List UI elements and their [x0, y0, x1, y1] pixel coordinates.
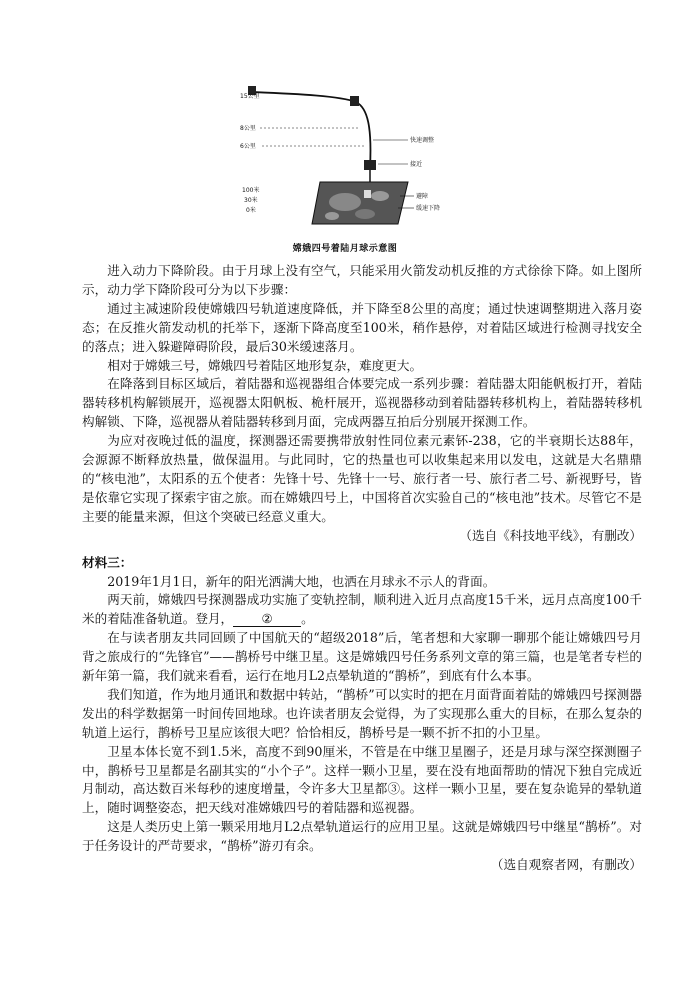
label-slow-descent: 缓速下降 [416, 205, 441, 212]
landing-figure [240, 78, 450, 258]
label-30m: 30米 [244, 197, 258, 204]
label-100m: 100米 [242, 187, 260, 194]
paragraph: 我们知道，作为地月通讯和数据中转站，“鹊桥”可以实时的把在月面背面着陆的嫦娥四号探测器发出的科学数据第一时间传回地球。也许读者朋友会觉得，为了实现那么重大的目标，在那么复杂的轨道上运行，鹊桥号卫星应该很大吧？恰恰相反，鹊桥号是一颗不折不扣的小卫星。 [82, 686, 642, 740]
source-note-1: （选自《科技地平线》，有删改） [459, 527, 642, 543]
paragraph: 为应对夜晚过低的温度，探测器还需要携带放射性同位素元素钚-238，它的半衰期长达88年，会源源不断释放热量，做保温用。与此同时，它的热量也可以收集起来用以发电，这就是大名鼎鼎的“核电池”，太阳系的五个使者：先锋十号、先锋十一号、旅行者一号、旅行者二号、新视野号，皆是依靠它实现了探索宇宙之旅。而在嫦娥四号上，中国将首次实验自己的“核电池”技术。尽管它不是主要的能量来源，但这个突破已经意义重大。 [82, 433, 642, 524]
paragraph: 进入动力下降阶段。由于月球上没有空气，只能采用火箭发动机反推的方式徐徐下降。如上图所示，动力学下降阶段可分为以下步骤： [82, 263, 642, 297]
paragraph-text: 两天前，嫦娥四号探测器成功实施了变轨控制，顺利进入近月点高度15千米，远月点高度100千米的着陆准备轨道。登月， [82, 592, 642, 627]
paragraph: 2019年1月1日，新年的阳光洒满大地，也洒在月球永不示人的背面。 [107, 573, 496, 589]
paragraph: 通过主减速阶段使嫦娥四号轨道速度降低，并下降至8公里的高度；通过快速调整期进入落月姿态；在反推火箭发动机的托举下，逐渐下降高度至100米，稍作悬停，对着陆区域进行检测寻找安全的落点；进入躲避障碍阶段，最后30米缓速落月。 [82, 300, 642, 354]
paragraph-with-blank [82, 591, 642, 629]
paragraph: 在与读者朋友共同回顾了中国航天的“超级2018”后，笔者想和大家聊一聊那个能让嫦娥四号月背之旅成行的“先锋官”——鹊桥号中继卫星。这是嫦娥四号任务系列文章的第三篇，也是笔者专栏的新年第一篇，我们就来看看，运行在地月L2点晕轨道的“鹊桥”，到底有什么本事。 [82, 630, 642, 684]
label-0m: 0米 [246, 207, 256, 214]
label-fast-adjust: 快速调整 [410, 137, 435, 144]
material-heading: 材料三： [82, 554, 133, 570]
landing-diagram [240, 78, 450, 238]
figure-caption: 嫦娥四号着陆月球示意图 [292, 244, 398, 254]
label-15km: 15公里 [240, 93, 260, 100]
label-avoid: 避障 [416, 193, 429, 200]
label-6km: 6公里 [240, 143, 256, 150]
probe-icon-descent [364, 160, 376, 170]
label-approach: 接近 [410, 161, 423, 168]
article-body [82, 262, 642, 875]
fill-blank: ② [233, 612, 301, 627]
probe-icon-orbit [350, 96, 359, 106]
paragraph: 相对于嫦娥三号，嫦娥四号着陆区地形复杂，难度更大。 [107, 357, 423, 373]
label-8km: 8公里 [240, 125, 256, 132]
paragraph: 在降落到目标区域后，着陆器和巡视器组合体要完成一系列步骤：着陆器太阳能帆板打开，着陆器转移机构解锁展开，巡视器太阳帆板、桅杆展开，巡视器移动到着陆器转移机构上，着陆器转移机构解锁、下降，巡视器从着陆器转移到月面，完成两器互拍后分别展开探测工作。 [82, 376, 642, 430]
paragraph: 卫星本体长宽不到1.5米，高度不到90厘米，不管是在中继卫星圈子，还是月球与深空探测圈子中，鹊桥号卫星都是名副其实的“小个子”。这样一颗小卫星，要在没有地面帮助的情况下独自完成近月制动，高达数百米每秒的速度增量，令许多大卫星都③。这样一颗小卫星，要在复杂诡异的晕轨道上，随时调整姿态，把天线对准嫦娥四号的着陆器和巡视器。 [82, 743, 642, 816]
source-note-2: （选自观察者网，有删改） [490, 857, 642, 873]
paragraph: 这是人类历史上第一颗采用地月L2点晕轨道运行的应用卫星。这就是嫦娥四号中继星“鹊桥”。对于任务设计的严苛要求，“鹊桥”游刃有余。 [82, 819, 642, 854]
paragraph-text: 。 [301, 611, 314, 627]
